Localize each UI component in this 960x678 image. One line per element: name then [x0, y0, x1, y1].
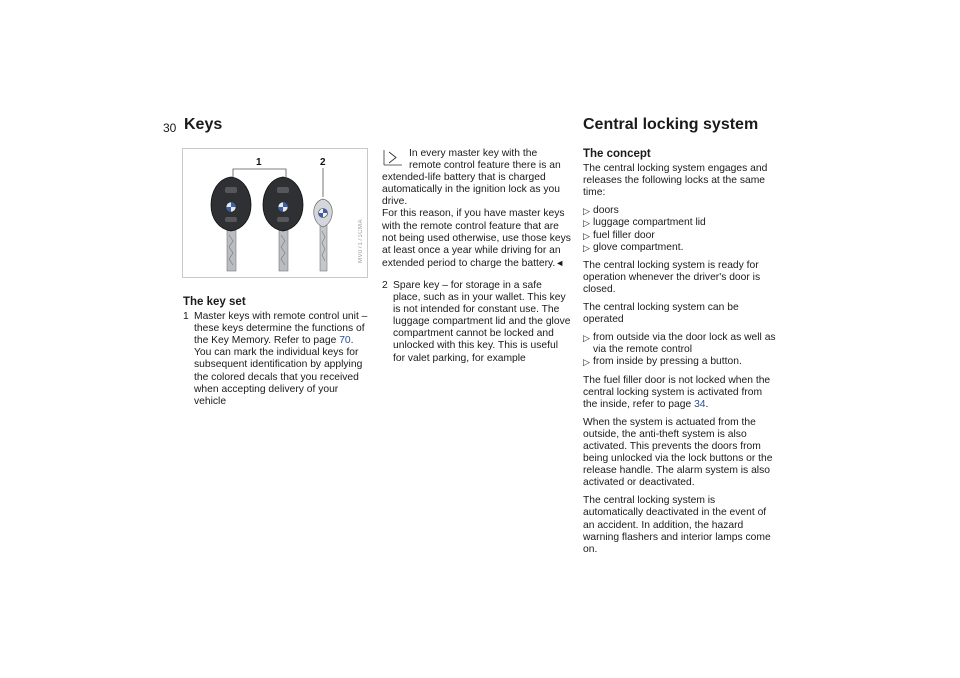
- bullet-arrow-icon: ▷: [583, 333, 590, 344]
- list-item: ▷ glove compartment.: [583, 241, 684, 253]
- item-number: 1: [183, 311, 189, 323]
- locks-list: [583, 205, 778, 253]
- item-text: [194, 311, 371, 408]
- callout-bracket-1: [233, 169, 286, 177]
- bullet-arrow-icon: ▷: [583, 230, 590, 241]
- bullet-arrow-icon: ▷: [583, 218, 590, 229]
- key-list: [183, 311, 371, 408]
- list-item: ▷ luggage compartment lid: [583, 217, 706, 229]
- list-item: [183, 311, 371, 408]
- key-set-heading: The key set: [183, 296, 246, 308]
- battery-note: [382, 148, 572, 270]
- callout-label-1: 1: [256, 157, 262, 168]
- paragraph-text: .: [705, 398, 709, 410]
- section-title-central-locking: Central locking system: [583, 116, 759, 133]
- page-number: 30: [163, 121, 177, 135]
- key-list-2: [382, 280, 572, 365]
- middle-column: [382, 148, 572, 371]
- paragraph-text: The fuel filler door is not locked when the central locking system is activated from the inside, refer to page: [583, 374, 771, 410]
- note-text-2: For this reason, if you have master keys with the remote control feature that are not being used otherwise, use those keys at least once a year while driving for an extended period to charge the battery.: [382, 208, 571, 269]
- list-item: ▷ fuel filler door: [583, 229, 655, 241]
- callout-label-2: 2: [320, 157, 326, 168]
- spare-key-icon: [314, 199, 332, 271]
- item-number: 2: [382, 279, 388, 291]
- concept-intro: The central locking system engages and releases the following locks at the same time:: [583, 163, 768, 199]
- page-link-34[interactable]: 34: [694, 398, 706, 410]
- concept-heading: The concept: [583, 148, 651, 160]
- fuel-door-paragraph: [583, 375, 778, 411]
- bullet-arrow-icon: ▷: [583, 206, 590, 217]
- operation-list: [583, 332, 778, 368]
- figure-code: MV07171CMA: [358, 218, 364, 263]
- key-set-section: [183, 296, 371, 414]
- master-key-icon-2: [263, 177, 303, 271]
- central-locking-section: [583, 148, 778, 562]
- list-item: [382, 280, 572, 365]
- list-item: ▷ doors: [583, 205, 619, 217]
- list-item: ▷ from inside by pressing a button.: [583, 356, 742, 368]
- item-text-part: Master keys with remote control unit – these keys determine the functions of the Key Memory. Refer to page: [194, 311, 368, 347]
- keys-illustration: [183, 149, 367, 277]
- bullet-arrow-icon: ▷: [583, 357, 590, 368]
- page-link-70[interactable]: 70: [339, 335, 351, 347]
- item-text: Spare key – for storage in a safe place, such as in your wallet. This key is not intended for constant use. The luggage compartment lid and the glove compartment cannot be locked and unlocked with this key. This is useful for valet parking, for example: [393, 279, 571, 364]
- note-arrow-icon: [383, 149, 403, 166]
- end-mark-icon: ◄: [555, 257, 565, 268]
- list-item: ▷ from outside via the door lock as well as via the remote control: [583, 332, 776, 356]
- master-key-icon-1: [211, 177, 251, 271]
- section-title-keys: Keys: [184, 116, 223, 133]
- note-text: In every master key with the remote control feature there is an extended-life battery that is charged automatically in the ignition lock as you drive.: [382, 148, 561, 208]
- keys-figure: [182, 148, 368, 278]
- bullet-arrow-icon: ▷: [583, 242, 590, 253]
- accident-paragraph: The central locking system is automatically deactivated in the event of an accident. In addition, the hazard warning flashers and interior lamps come on.: [583, 495, 771, 555]
- ready-paragraph: The central locking system is ready for operation whenever the driver's door is closed.: [583, 259, 761, 295]
- outside-actuation-paragraph: When the system is actuated from the outside, the anti-theft system is also activated. This prevents the doors from being unlocked via the lock buttons or the release handle. The alarm system is also activated or deactivated.: [583, 416, 773, 489]
- item-text-part: . You can mark the individual keys for subsequent identification by applying the colored decals that you received when accepting delivery of your vehicle: [194, 335, 363, 407]
- operated-paragraph: The central locking system can be operated: [583, 302, 739, 326]
